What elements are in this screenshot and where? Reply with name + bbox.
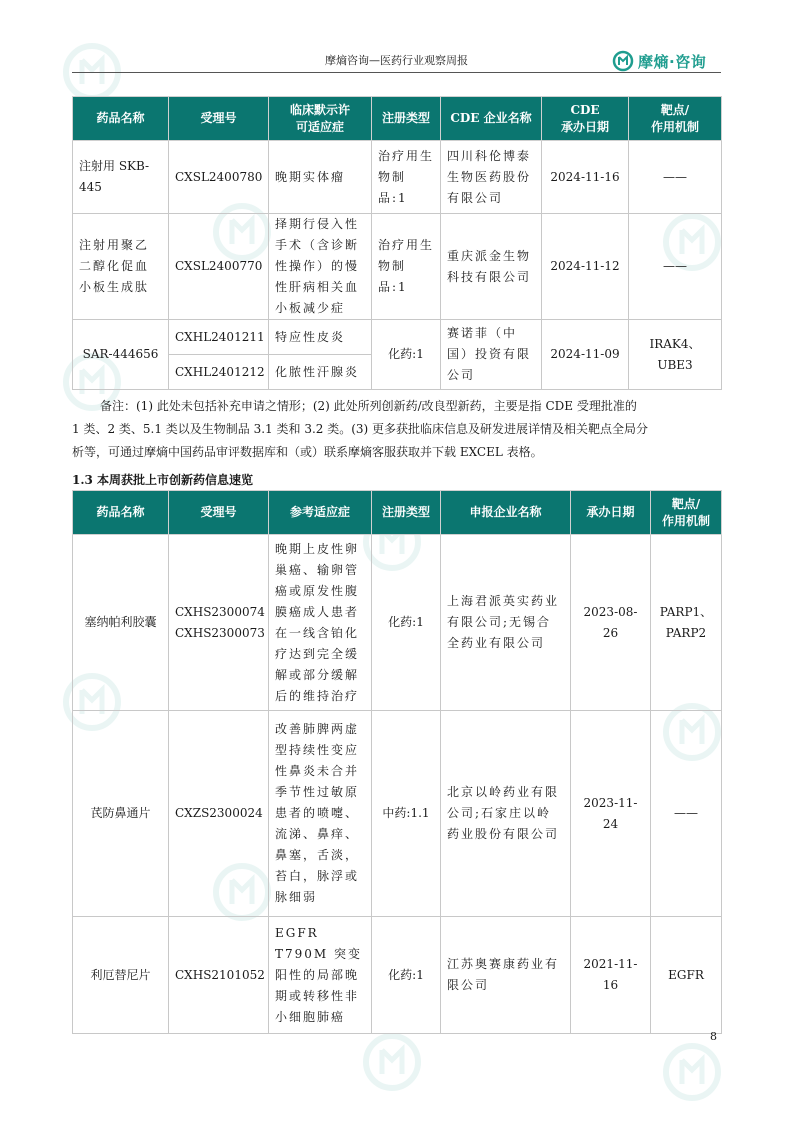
page-number: 8 <box>710 1030 717 1043</box>
acceptance-number-cell: CXHL2401212 <box>169 355 269 390</box>
registration-type-cell: 化药:1 <box>372 917 441 1034</box>
header-divider <box>72 72 721 73</box>
column-header: CDE 承办日期 <box>542 97 629 141</box>
date-cell: 2024-11-16 <box>542 141 629 214</box>
date-cell: 2024-11-12 <box>542 214 629 320</box>
indication-cell: 特应性皮炎 <box>269 320 372 355</box>
table-row <box>73 141 722 214</box>
acceptance-number-cell: CXHL2401211 <box>169 320 269 355</box>
date-cell: 2021-11-16 <box>571 917 651 1034</box>
clinical-approval-table <box>72 96 722 390</box>
indication-cell: EGFR T790M 突变阳性的局部晚期或转移性非小细胞肺癌 <box>269 917 372 1034</box>
drug-name-cell: 注射用聚乙二醇化促血小板生成肽 <box>73 214 169 320</box>
column-header: 受理号 <box>169 97 269 141</box>
table-row <box>73 917 722 1034</box>
drug-name-cell: 利厄替尼片 <box>73 917 169 1034</box>
company-cell: 重庆派金生物科技有限公司 <box>441 214 542 320</box>
registration-type-cell: 治疗用生物制品:1 <box>372 214 441 320</box>
company-cell: 江苏奥赛康药业有限公司 <box>441 917 571 1034</box>
acceptance-number-cell: CXHS2300074 CXHS2300073 <box>169 535 269 711</box>
date-cell: 2023-08-26 <box>571 535 651 711</box>
table-row <box>73 535 722 711</box>
company-cell: 北京以岭药业有限公司;石家庄以岭药业股份有限公司 <box>441 711 571 917</box>
column-header: 注册类型 <box>372 491 441 535</box>
watermark-logo-icon <box>660 1040 724 1104</box>
target-cell: —— <box>629 214 722 320</box>
date-cell: 2024-11-09 <box>542 320 629 390</box>
column-header: CDE 企业名称 <box>441 97 542 141</box>
drug-name-cell: 注射用 SKB-445 <box>73 141 169 214</box>
table-header-row <box>73 491 722 535</box>
column-header: 参考适应症 <box>269 491 372 535</box>
target-cell: —— <box>629 141 722 214</box>
company-cell: 四川科伦博泰生物医药股份有限公司 <box>441 141 542 214</box>
column-header: 靶点/ 作用机制 <box>651 491 722 535</box>
market-approval-table <box>72 490 722 1034</box>
target-cell: IRAK4、UBE3 <box>629 320 722 390</box>
footnote-line: 析等，可通过摩熵中国药品审评数据库和（或）联系摩熵客服获取并下载 EXCEL 表格。 <box>72 445 543 459</box>
section-title: 1.3 本周获批上市创新药信息速览 <box>72 473 254 487</box>
table-header-row <box>73 97 722 141</box>
column-header: 注册类型 <box>372 97 441 141</box>
acceptance-number-cell: CXHS2101052 <box>169 917 269 1034</box>
target-cell: —— <box>651 711 722 917</box>
table-row <box>73 320 722 355</box>
target-cell: PARP1、PARP2 <box>651 535 722 711</box>
column-header: 临床默示许 可适应症 <box>269 97 372 141</box>
company-cell: 上海君派英实药业有限公司;无锡合全药业有限公司 <box>441 535 571 711</box>
column-header: 申报企业名称 <box>441 491 571 535</box>
footnote-line: 备注：(1) 此处未包括补充申请之情形；(2) 此处所列创新药/改良型新药，主要是指 CDE 受理批准的 <box>100 399 637 413</box>
report-header-title: 摩熵咨询—医药行业观察周报 <box>325 54 468 67</box>
drug-name-cell: SAR-444656 <box>73 320 169 390</box>
registration-type-cell: 中药:1.1 <box>372 711 441 917</box>
table-footnote <box>72 395 721 464</box>
brand-logo <box>612 48 706 74</box>
drug-name-cell: 塞纳帕利胶囊 <box>73 535 169 711</box>
indication-cell: 晚期上皮性卵巢癌、输卵管癌或原发性腹膜癌成人患者在一线含铂化疗达到完全缓解或部分缓解后的维持治疗 <box>269 535 372 711</box>
drug-name-cell: 芪防鼻通片 <box>73 711 169 917</box>
registration-type-cell: 治疗用生物制品:1 <box>372 141 441 214</box>
indication-cell: 改善肺脾两虚型持续性变应性鼻炎未合并季节性过敏原患者的喷嚏、流涕、鼻痒、鼻塞，舌淡，苔白，脉浮或脉细弱 <box>269 711 372 917</box>
date-cell: 2023-11-24 <box>571 711 651 917</box>
registration-type-cell: 化药:1 <box>372 320 441 390</box>
target-cell: EGFR <box>651 917 722 1034</box>
column-header: 受理号 <box>169 491 269 535</box>
watermark-logo-icon <box>360 1030 424 1094</box>
table-row <box>73 214 722 320</box>
acceptance-number-cell: CXSL2400770 <box>169 214 269 320</box>
column-header: 药品名称 <box>73 97 169 141</box>
acceptance-number-cell: CXZS2300024 <box>169 711 269 917</box>
column-header: 药品名称 <box>73 491 169 535</box>
indication-cell: 晚期实体瘤 <box>269 141 372 214</box>
column-header: 靶点/ 作用机制 <box>629 97 722 141</box>
brand-logo-icon <box>612 50 634 72</box>
table-row <box>73 711 722 917</box>
footnote-line: 1 类、2 类、5.1 类以及生物制品 3.1 类和 3.2 类。(3) 更多获批临床信息及研发进展详情及相关靶点全局分 <box>72 422 649 436</box>
company-cell: 赛诺菲（中国）投资有限公司 <box>441 320 542 390</box>
acceptance-number-cell: CXSL2400780 <box>169 141 269 214</box>
indication-cell: 化脓性汗腺炎 <box>269 355 372 390</box>
registration-type-cell: 化药:1 <box>372 535 441 711</box>
column-header: 承办日期 <box>571 491 651 535</box>
indication-cell: 择期行侵入性手术（含诊断性操作）的慢性肝病相关血小板减少症 <box>269 214 372 320</box>
brand-logo-text: 摩熵·咨询 <box>638 52 707 71</box>
